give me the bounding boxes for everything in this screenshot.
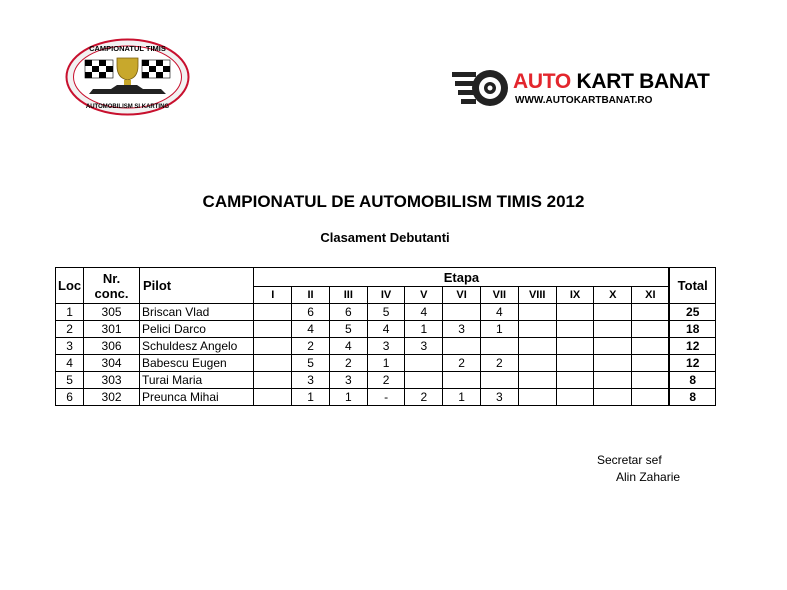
cell-nr: 306 (84, 338, 140, 355)
cell-stage: 4 (480, 304, 518, 321)
cell-stage (632, 304, 670, 321)
cell-stage (518, 389, 556, 406)
cell-loc: 3 (56, 338, 84, 355)
cell-stage: 2 (292, 338, 330, 355)
cell-stage (594, 338, 632, 355)
header-stage: II (292, 287, 330, 304)
cell-loc: 1 (56, 304, 84, 321)
cell-stage: 4 (329, 338, 367, 355)
cell-pilot: Babescu Eugen (139, 355, 253, 372)
cell-stage (594, 372, 632, 389)
cell-stage (480, 338, 518, 355)
cell-nr: 302 (84, 389, 140, 406)
cell-stage (632, 389, 670, 406)
header-stage: XI (632, 287, 670, 304)
cell-loc: 6 (56, 389, 84, 406)
table-row (56, 338, 716, 355)
header-nr: Nr. conc. (84, 268, 140, 304)
championship-logo (65, 38, 190, 116)
cell-loc: 4 (56, 355, 84, 372)
cell-stage (405, 355, 443, 372)
cell-stage (443, 304, 481, 321)
header-stage: V (405, 287, 443, 304)
cell-stage (594, 304, 632, 321)
cell-stage (632, 338, 670, 355)
cell-stage: 3 (329, 372, 367, 389)
cell-stage: 3 (443, 321, 481, 338)
cell-stage (518, 372, 556, 389)
cell-stage (254, 304, 292, 321)
cell-stage: 1 (405, 321, 443, 338)
cell-stage: 6 (292, 304, 330, 321)
logo-text-bottom: AUTOMOBILISM SI KARTING (85, 104, 170, 110)
header-stage: IV (367, 287, 405, 304)
cell-stage: 2 (329, 355, 367, 372)
logo-text-top: CAMPIONATUL TIMIS (89, 44, 166, 53)
cell-stage (518, 321, 556, 338)
cell-loc: 5 (56, 372, 84, 389)
cell-nr: 303 (84, 372, 140, 389)
cell-stage (594, 355, 632, 372)
cell-stage: 2 (405, 389, 443, 406)
checkered-flag-icon (85, 60, 113, 78)
cell-stage: 1 (292, 389, 330, 406)
header-stage: IX (556, 287, 594, 304)
header-stage: I (254, 287, 292, 304)
cell-stage (254, 389, 292, 406)
cell-total: 8 (669, 389, 715, 406)
brand-url: WWW.AUTOKARTBANAT.RO (515, 95, 653, 106)
cell-stage: 1 (329, 389, 367, 406)
cell-stage (632, 372, 670, 389)
cell-stage (443, 372, 481, 389)
cell-stage (254, 338, 292, 355)
cell-total: 25 (669, 304, 715, 321)
cell-stage (556, 338, 594, 355)
signature-block (597, 452, 680, 486)
cell-stage: 1 (480, 321, 518, 338)
cell-stage (632, 321, 670, 338)
cell-stage: 3 (367, 338, 405, 355)
checkered-flag-icon (142, 60, 170, 78)
table-row (56, 372, 716, 389)
cell-stage: 3 (405, 338, 443, 355)
cell-stage (556, 304, 594, 321)
cell-stage (556, 389, 594, 406)
cell-stage (254, 355, 292, 372)
cell-stage (405, 372, 443, 389)
cell-pilot: Pelici Darco (139, 321, 253, 338)
header-stage: VII (480, 287, 518, 304)
cell-total: 8 (669, 372, 715, 389)
cell-stage (556, 355, 594, 372)
cell-stage: 1 (443, 389, 481, 406)
cell-stage: - (367, 389, 405, 406)
cell-stage (594, 321, 632, 338)
header-loc: Loc (56, 268, 84, 304)
table-row (56, 321, 716, 338)
cell-stage (518, 355, 556, 372)
standings-table (55, 267, 716, 406)
cell-stage: 6 (329, 304, 367, 321)
page-title: CAMPIONATUL DE AUTOMOBILISM TIMIS 2012 (202, 192, 585, 211)
table-row (56, 355, 716, 372)
page-subtitle: Clasament Debutanti (320, 230, 450, 245)
cell-stage (518, 304, 556, 321)
wheel-icon (452, 66, 510, 110)
cell-stage: 5 (329, 321, 367, 338)
cell-pilot: Preunca Mihai (139, 389, 253, 406)
signature-name: Alin Zaharie (616, 470, 681, 484)
header-stage: VI (443, 287, 481, 304)
cell-stage (254, 321, 292, 338)
header-etapa: Etapa (254, 268, 670, 287)
cell-stage: 3 (480, 389, 518, 406)
cell-pilot: Briscan Vlad (139, 304, 253, 321)
header-total: Total (669, 268, 715, 304)
cell-nr: 304 (84, 355, 140, 372)
auto-kart-banat-logo (452, 66, 710, 110)
cell-stage: 1 (367, 355, 405, 372)
cell-total: 12 (669, 355, 715, 372)
cell-stage (594, 389, 632, 406)
cell-total: 12 (669, 338, 715, 355)
cell-loc: 2 (56, 321, 84, 338)
cell-stage: 4 (367, 321, 405, 338)
header-stage: X (594, 287, 632, 304)
table-row (56, 304, 716, 321)
cell-stage (480, 372, 518, 389)
cell-stage: 4 (405, 304, 443, 321)
cell-nr: 301 (84, 321, 140, 338)
cell-stage: 3 (292, 372, 330, 389)
cell-stage (632, 355, 670, 372)
cell-stage (556, 321, 594, 338)
header-pilot: Pilot (139, 268, 253, 304)
cell-stage (443, 338, 481, 355)
cell-stage (556, 372, 594, 389)
cell-stage: 2 (480, 355, 518, 372)
cell-stage: 2 (367, 372, 405, 389)
cell-stage (254, 372, 292, 389)
cell-stage: 5 (292, 355, 330, 372)
signature-role: Secretar sef (597, 453, 662, 467)
cell-stage (518, 338, 556, 355)
header-stage: VIII (518, 287, 556, 304)
cell-stage: 4 (292, 321, 330, 338)
brand-name: AUTO KART BANAT (513, 70, 710, 93)
cell-pilot: Schuldesz Angelo (139, 338, 253, 355)
cell-stage: 2 (443, 355, 481, 372)
table-row (56, 389, 716, 406)
cell-stage: 5 (367, 304, 405, 321)
cell-pilot: Turai Maria (139, 372, 253, 389)
cell-nr: 305 (84, 304, 140, 321)
cell-total: 18 (669, 321, 715, 338)
header-stage: III (329, 287, 367, 304)
